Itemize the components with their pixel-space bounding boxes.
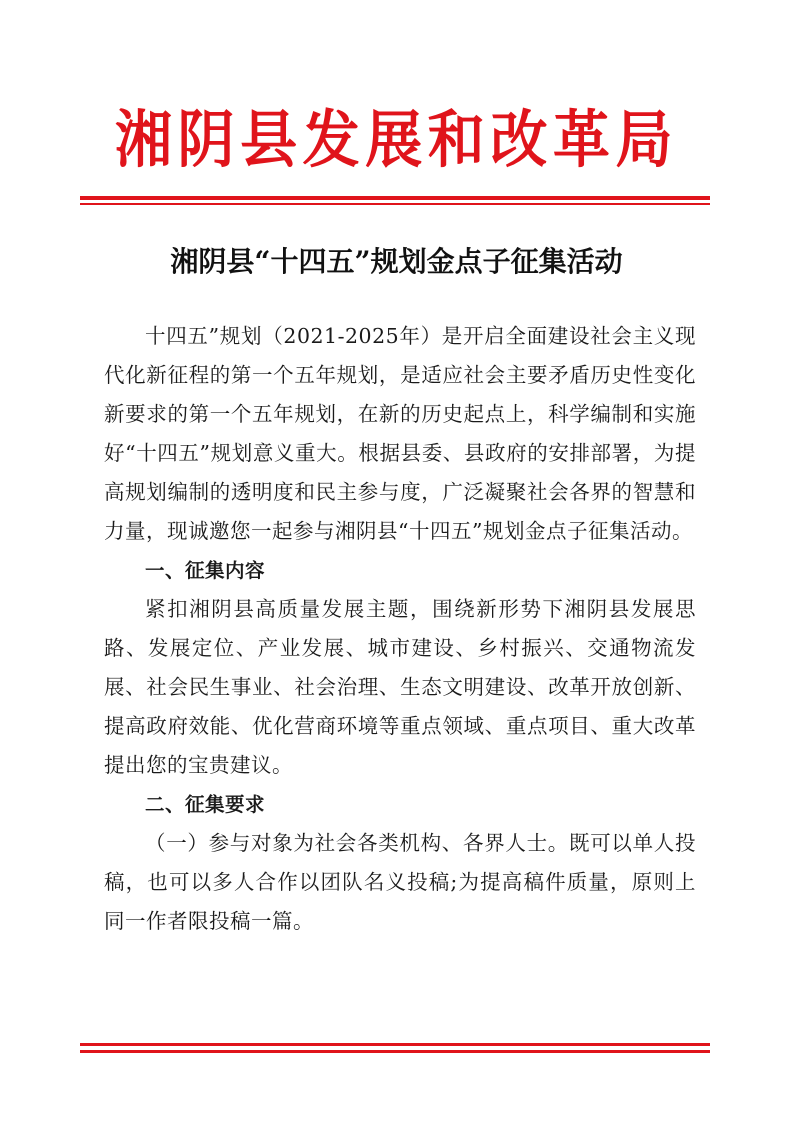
intro-paragraph: 十四五”规划（2021-2025年）是开启全面建设社会主义现代化新征程的第一个五年规划，是适应社会主要矛盾历史性变化新要求的第一个五年规划，在新的历史起点上，科学编制和实施好“十四五”规划意义重大。根据县委、县政府的安排部署，为提高规划编制的透明度和民主参与度，广泛凝聚社会各界的智慧和力量，现诚邀您一起参与湘阴县“十四五”规划金点子征集活动。 xyxy=(104,324,696,543)
section2-paragraph: （一）参与对象为社会各类机构、各界人士。既可以单人投稿，也可以多人合作以团队名义投稿;为提高稿件质量，原则上同一作者限投稿一篇。 xyxy=(104,831,696,933)
footer-divider-thick xyxy=(80,1043,710,1046)
section1-heading: 一、征集内容 xyxy=(145,559,266,582)
letterhead-org-name: 湘阴县发展和改革局 xyxy=(114,103,679,176)
document-title: 湘阴县“十四五”规划金点子征集活动 xyxy=(170,245,623,278)
footer-divider-thin xyxy=(80,1050,710,1053)
letterhead-divider-thin xyxy=(80,203,710,205)
section1-paragraph: 紧扣湘阴县高质量发展主题，围绕新形势下湘阴县发展思路、发展定位、产业发展、城市建设、乡村振兴、交通物流发展、社会民生事业、社会治理、生态文明建设、改革开放创新、提高政府效能、优化营商环境等重点领域、重点项目、重大改革提出您的宝贵建议。 xyxy=(104,597,696,777)
section2-heading: 二、征集要求 xyxy=(145,793,266,816)
letterhead-divider-thick xyxy=(80,196,710,200)
document-body xyxy=(104,317,696,941)
